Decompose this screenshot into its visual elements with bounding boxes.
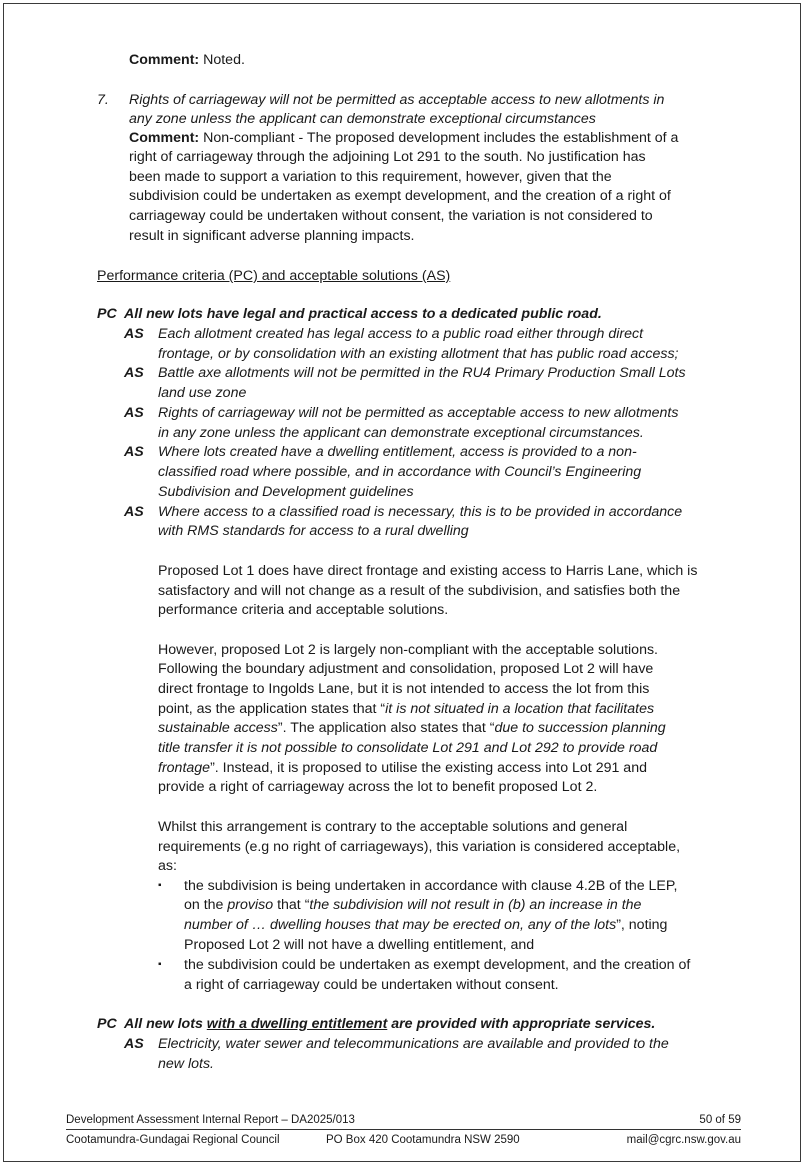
item-7-comment-line: carriageway could be undertaken without consent, the variation is not considered to (129, 208, 653, 224)
footer-address: PO Box 420 Cootamundra NSW 2590 (326, 1134, 520, 1146)
pc-label: PC (97, 1016, 117, 1032)
item-7-number: 7. (97, 92, 109, 108)
as-label: AS (124, 444, 144, 460)
paragraph-line: point, as the application states that “it is not situated in a location that facilitates (158, 701, 655, 717)
paragraph-line: Whilst this arrangement is contrary to the acceptable solutions and general (158, 819, 628, 835)
acceptable-solution-line: with RMS standards for access to a rural dwelling (158, 523, 469, 539)
quote: the subdivision will not result in (b) an increase in the (309, 897, 642, 913)
bullet-line: number of … dwelling houses that may be erected on, any of the lots”, noting (184, 917, 668, 933)
acceptable-solution-line: frontage, or by consolidation with an existing allotment that has public road access; (158, 346, 679, 362)
acceptable-solution-line: Where access to a classified road is necessary, this is to be provided in accordance (158, 504, 683, 520)
paragraph-line: title transfer it is not possible to consolidate Lot 291 and Lot 292 to provide road (158, 740, 658, 756)
as-label: AS (124, 365, 144, 381)
pc-label: PC (97, 306, 117, 322)
paragraph-line: requirements (e.g no right of carriageways), this variation is considered acceptable, (158, 839, 681, 855)
paragraph-line: sustainable access”. The application also states that “due to succession planning (158, 720, 666, 736)
quote: it is not situated in a location that facilitates (385, 701, 655, 717)
item-7-comment-line: right of carriageway through the adjoining Lot 291 to the south. No justification has (129, 149, 646, 165)
comment-label: Comment: (129, 130, 200, 146)
quote: due to succession planning (494, 720, 666, 736)
quote: number of … dwelling houses that may be erected on, any of the lots (184, 917, 617, 933)
section-heading: Performance criteria (PC) and acceptable solutions (AS) (97, 268, 451, 284)
bullet-line: on the proviso that “the subdivision will not result in (b) an increase in the (184, 897, 642, 913)
performance-criteria-access: All new lots have legal and practical access to a dedicated public road. (124, 306, 602, 322)
comment-label: Comment: (129, 52, 200, 68)
item-7-requirement-line: any zone unless the applicant can demonstrate exceptional circumstances (129, 111, 596, 127)
as-label: AS (124, 1036, 144, 1052)
footer-council: Cootamundra-Gundagai Regional Council (66, 1134, 280, 1146)
item-7-comment-line: subdivision could be undertaken as exempt development, and the creation of a right of (129, 188, 671, 204)
as-label: AS (124, 405, 144, 421)
bullet-icon: ▪ (158, 880, 162, 891)
footer-page-number: 50 of 59 (699, 1114, 741, 1126)
paragraph-line: provide a right of carriageway across the lot to benefit proposed Lot 2. (158, 779, 598, 795)
item-7-requirement-line: Rights of carriageway will not be permitted as acceptable access to new allotments in (129, 92, 665, 108)
paragraph-line: However, proposed Lot 2 is largely non-compliant with the acceptable solutions. (158, 642, 658, 658)
item-7-comment: Comment: Non-compliant - The proposed development includes the establishment of a (129, 130, 679, 146)
item-7-comment-line: been made to support a variation to this requirement, however, given that the (129, 169, 612, 185)
paragraph-line: Proposed Lot 1 does have direct frontage and existing access to Harris Lane, which is (158, 563, 698, 579)
acceptable-solution-line: Rights of carriageway will not be permitted as acceptable access to new allotments (158, 405, 679, 421)
footer-divider (66, 1129, 741, 1130)
acceptable-solution-line: classified road where possible, and in accordance with Council’s Engineering (158, 464, 642, 480)
paragraph-line: satisfactory and will not change as a result of the subdivision, and satisfies both the (158, 583, 681, 599)
paragraph-line: Following the boundary adjustment and consolidation, proposed Lot 2 will have (158, 661, 654, 677)
bullet-line: the subdivision could be undertaken as exempt development, and the creation of (184, 957, 691, 973)
footer-email: mail@cgrc.nsw.gov.au (626, 1134, 741, 1146)
paragraph-line: performance criteria and acceptable solutions. (158, 602, 449, 618)
paragraph-line: direct frontage to Ingolds Lane, but it is not intended to access the lot from this (158, 681, 650, 697)
comment-noted: Comment: Noted. (129, 52, 245, 68)
as-label: AS (124, 504, 144, 520)
acceptable-solution-line: new lots. (158, 1056, 214, 1072)
paragraph-line: frontage”. Instead, it is proposed to utilise the existing access into Lot 291 and (158, 760, 647, 776)
item-7-comment-line: result in significant adverse planning impacts. (129, 228, 415, 244)
quote: sustainable access (158, 720, 278, 736)
paragraph-line: as: (158, 858, 177, 874)
quote: frontage (158, 760, 211, 776)
bullet-icon: ▪ (158, 959, 162, 970)
acceptable-solution-line: Where lots created have a dwelling entitlement, access is provided to a non- (158, 444, 637, 460)
bullet-line: Proposed Lot 2 will not have a dwelling entitlement, and (184, 937, 535, 953)
acceptable-solution-line: Electricity, water sewer and telecommunications are available and provided to the (158, 1036, 669, 1052)
acceptable-solution-line: land use zone (158, 385, 247, 401)
as-label: AS (124, 326, 144, 342)
footer-report-title: Development Assessment Internal Report – DA2025/013 (66, 1114, 355, 1126)
acceptable-solution-line: Battle axe allotments will not be permitted in the RU4 Primary Production Small Lots (158, 365, 686, 381)
acceptable-solution-line: Subdivision and Development guidelines (158, 484, 414, 500)
bullet-line: a right of carriageway could be undertaken without consent. (184, 977, 559, 993)
acceptable-solution-line: Each allotment created has legal access to a public road either through direct (158, 326, 644, 342)
performance-criteria-services: All new lots with a dwelling entitlement are provided with appropriate services. (124, 1016, 656, 1032)
bullet-line: the subdivision is being undertaken in accordance with clause 4.2B of the LEP, (184, 878, 678, 894)
acceptable-solution-line: in any zone unless the applicant can demonstrate exceptional circumstances. (158, 425, 644, 441)
